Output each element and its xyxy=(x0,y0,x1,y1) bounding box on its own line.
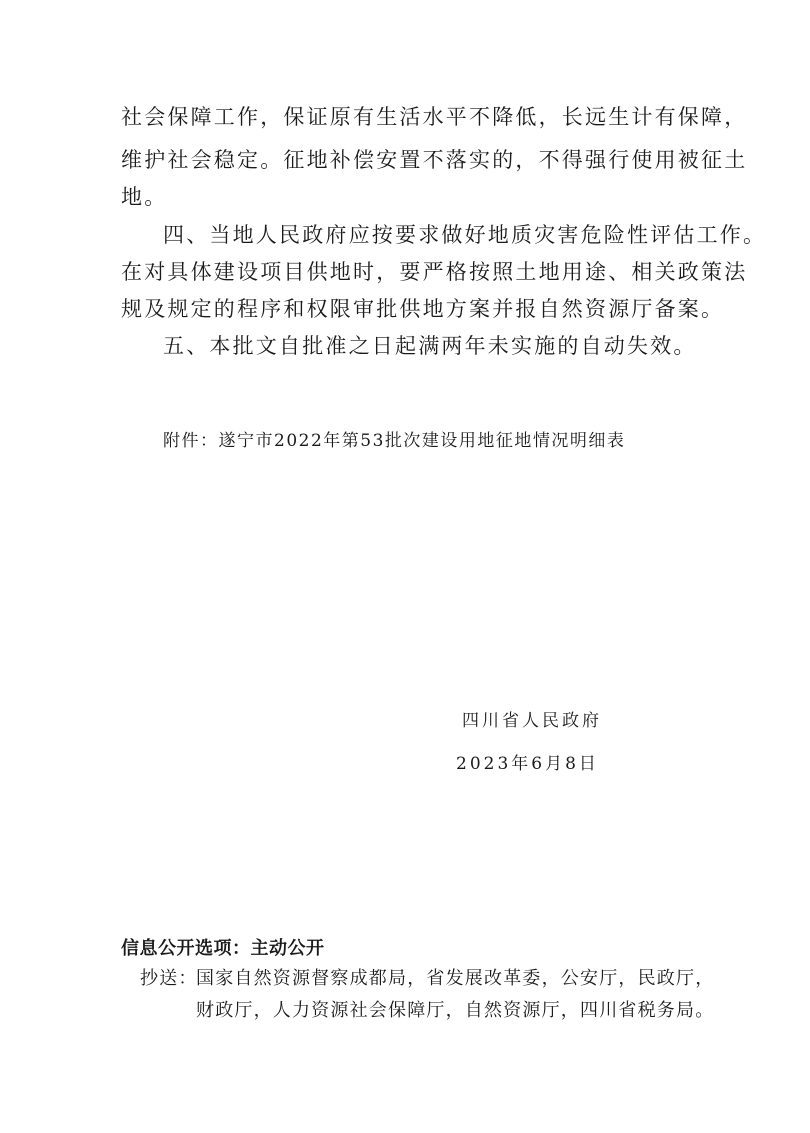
body-paragraph-line: 维护社会稳定。征地补偿安置不落实的，不得强行使用被征土 xyxy=(121,148,748,172)
attachment-note: 附件：遂宁市2022年第53批次建设用地征地情况明细表 xyxy=(163,431,626,451)
cc-recipients-line: 财政厅，人力资源社会保障厅，自然资源厅，四川省税务局。 xyxy=(196,1000,715,1021)
issuer-name: 四川省人民政府 xyxy=(462,711,602,731)
cc-label: 抄送： xyxy=(140,968,198,989)
body-paragraph-line: 社会保障工作，保证原有生活水平不降低，长远生计有保障， xyxy=(121,105,748,129)
issue-date: 2023年6月8日 xyxy=(456,754,599,774)
body-paragraph-line: 在对具体建设项目供地时，要严格按照土地用途、相关政策法 xyxy=(121,260,748,284)
body-paragraph-line: 规及规定的程序和权限审批供地方案并报自然资源厅备案。 xyxy=(121,297,725,321)
body-paragraph-line: 地。 xyxy=(121,185,168,209)
body-paragraph-line: 五、本批文自批准之日起满两年未实施的自动失效。 xyxy=(163,334,697,358)
disclosure-option: 信息公开选项：主动公开 xyxy=(121,938,325,959)
body-paragraph-line: 四、当地人民政府应按要求做好地质灾害危险性评估工作。 xyxy=(163,223,767,247)
cc-recipients-line: 国家自然资源督察成都局，省发展改革委，公安厅，民政厅， xyxy=(196,968,715,989)
